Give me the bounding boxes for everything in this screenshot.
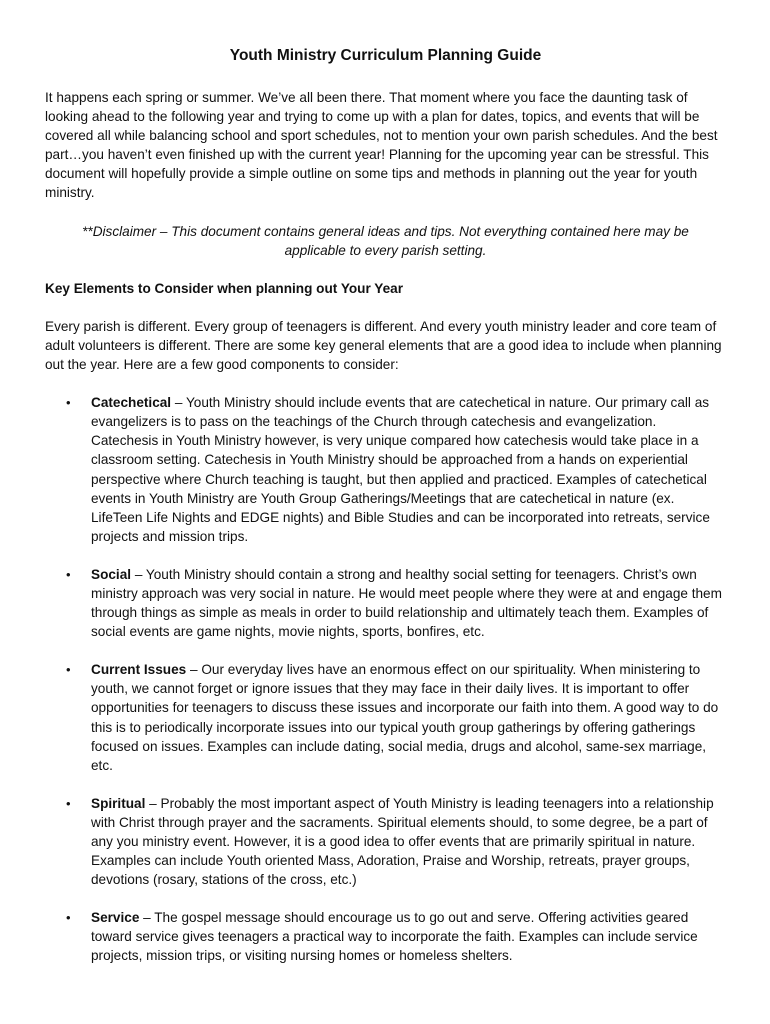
element-term: Spiritual xyxy=(91,795,146,811)
bullet-icon: • xyxy=(66,395,71,411)
element-description: – Youth Ministry should include events that are catechetical in nature. Our primary call as evangelizers is to pass on the teachings of the Church through catechesis and evangelization. Catechesis in Youth Ministry however, is very unique compared how catechesis would take place in a classroom setting. Catechesis in Youth Ministry should be approached from a hands on experiential perspective where Church teaching is taught, but then applied and practiced. Examples of catechetical events in Youth Ministry are Youth Group Gatherings/Meetings that are catechetical in nature (ex. LifeTeen Life Nights and EDGE nights) and Bible Studies and can be incorporated into retreats, service projects and mission trips. xyxy=(91,395,710,544)
section-heading: Key Elements to Consider when planning out Your Year xyxy=(45,280,404,296)
bullet-icon: • xyxy=(66,566,71,582)
list-item-spiritual xyxy=(45,794,726,889)
document-title: Youth Ministry Curriculum Planning Guide xyxy=(229,47,542,64)
list-item-catechetical xyxy=(45,393,726,546)
element-term: Service xyxy=(91,910,140,926)
disclaimer-paragraph: **Disclaimer – This document contains general ideas and tips. Not everything contained here may be applicable to every parish setting. xyxy=(82,223,689,258)
key-elements-list xyxy=(45,393,726,965)
element-description: – The gospel message should encourage us to go out and serve. Offering activities geared toward service gives teenagers a practical way to incorporate the faith. Examples can include service projects, mission trips, or visiting nursing homes or homeless shelters. xyxy=(91,910,698,964)
bullet-icon: • xyxy=(66,662,71,678)
intro-paragraph: It happens each spring or summer. We’ve all been there. That moment where you face the daunting task of looking ahead to the following year and trying to come up with a plan for dates, topics, and events that will be covered all while balancing school and sport schedules, not to mention your own parish schedules. And the best part…you haven’t even finished up with the current year! Planning for the upcoming year can be stressful. This document will hopefully provide a simple outline on some tips and methods in planning out the year for youth ministry. xyxy=(45,90,718,201)
element-term: Current Issues xyxy=(91,662,187,678)
element-description: – Youth Ministry should contain a strong and healthy social setting for teenagers. Christ’s own ministry approach was very social in nature. He would meet people where they were at and engage them through things as simple as meals in order to build relationship and ultimately teach them. Examples of social events are game nights, movie nights, sports, bonfires, etc. xyxy=(91,566,722,640)
element-description: – Probably the most important aspect of Youth Ministry is leading teenagers into a relationship with Christ through prayer and the sacraments. Spiritual elements should, to some degree, be a part of any you ministry event. However, it is a good idea to offer events that are primarily spiritual in nature. Examples can include Youth oriented Mass, Adoration, Praise and Worship, retreats, prayer groups, devotions (rosary, stations of the cross, etc.) xyxy=(91,795,714,888)
bullet-icon: • xyxy=(66,795,71,811)
list-item-service xyxy=(45,908,726,965)
bullet-icon: • xyxy=(66,910,71,926)
element-term: Social xyxy=(91,566,132,582)
element-description: – Our everyday lives have an enormous effect on our spirituality. When ministering to youth, we cannot forget or ignore issues that they may face in their daily lives. It is important to offer opportunities for teenagers to discuss these issues and incorporate our faith into them. A good way to do this is to periodically incorporate issues into our typical youth group gatherings by offering gatherings focused on issues. Examples can include dating, social media, drugs and alcohol, same-sex marriage, etc. xyxy=(91,662,719,773)
element-term: Catechetical xyxy=(91,395,172,411)
list-item-current-issues xyxy=(45,660,726,775)
section-intro-paragraph: Every parish is different. Every group of teenagers is different. And every youth ministry leader and core team of adult volunteers is different. There are some key general elements that are a good idea to include when planning out the year. Here are a few good components to consider: xyxy=(45,318,722,373)
list-item-social xyxy=(45,565,726,641)
